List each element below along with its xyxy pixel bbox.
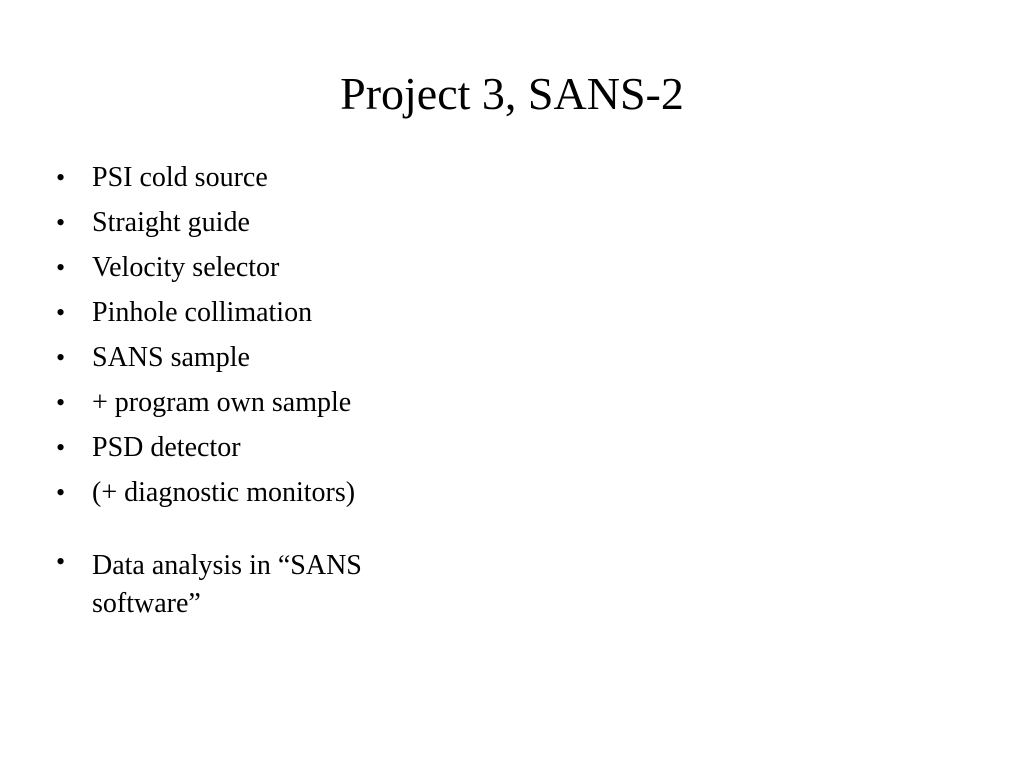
bullet-icon: • xyxy=(56,478,66,507)
list-item-data-analysis xyxy=(56,543,476,623)
list-item xyxy=(56,200,476,245)
bullet-list xyxy=(56,155,476,623)
list-item-text: Velocity selector xyxy=(92,252,280,283)
list-item-text: PSD detector xyxy=(92,432,241,463)
bullet-icon: • xyxy=(56,208,66,237)
list-item xyxy=(56,155,476,200)
bullet-icon: • xyxy=(56,298,66,327)
list-item xyxy=(56,335,476,380)
slide-title: Project 3, SANS-2 xyxy=(340,68,684,119)
bullet-icon: • xyxy=(56,163,66,192)
list-item xyxy=(56,425,476,470)
list-item-text: (+ diagnostic monitors) xyxy=(92,477,356,508)
list-item xyxy=(56,245,476,290)
list-item xyxy=(56,380,476,425)
list-item-text: Pinhole collimation xyxy=(92,297,313,328)
list-item-text: Data analysis in “SANS software” xyxy=(92,550,362,619)
bullet-icon: • xyxy=(56,433,66,462)
bullet-icon: • xyxy=(56,253,66,282)
list-item-text: Straight guide xyxy=(92,207,250,238)
list-item xyxy=(56,290,476,335)
bullet-icon: • xyxy=(56,388,66,417)
bullet-icon: • xyxy=(56,547,66,576)
bullet-icon: • xyxy=(56,343,66,372)
list-item-text: PSI cold source xyxy=(92,162,268,193)
list-item-text: SANS sample xyxy=(92,342,250,373)
list-item xyxy=(56,470,476,515)
list-item-text: + program own sample xyxy=(92,387,352,418)
